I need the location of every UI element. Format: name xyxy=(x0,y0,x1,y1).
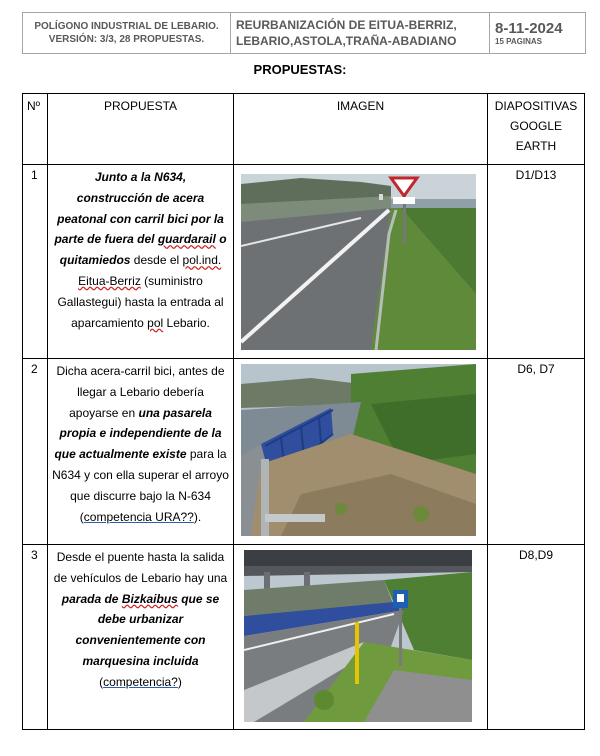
image-cell xyxy=(234,165,488,359)
proposal-underlined: pol.ind. xyxy=(182,253,222,268)
header-left-line1: POLÍGONO INDUSTRIAL DE LEBARIO. xyxy=(34,21,219,32)
road-photo-illustration xyxy=(241,174,476,350)
header-center-line1: REURBANIZACIÓN DE EITUA-BERRIZ, xyxy=(236,18,457,32)
header-left-line2: VERSIÓN: 3/3, 28 PROPUESTAS. xyxy=(48,34,205,45)
table-row xyxy=(23,545,585,730)
slides-ref: D8,D9 xyxy=(488,545,585,730)
proposal-text xyxy=(48,359,234,545)
document-header xyxy=(22,12,586,54)
proposal-plain: desde el xyxy=(133,253,180,268)
proposal-plain: Lebario. xyxy=(166,315,210,330)
slides-ref: D6, D7 xyxy=(488,359,585,545)
proposal-bold: o quitamiedos xyxy=(59,232,227,268)
table-header-row xyxy=(23,94,585,165)
col-header-num: Nº xyxy=(23,94,48,165)
bus-stop-photo-illustration xyxy=(244,550,472,722)
proposal-plain: Desde el puente hasta la salida de vehículos de Lebario hay una xyxy=(53,550,228,585)
proposal-underlined: Bizkaibus xyxy=(121,591,178,606)
row-number: 2 xyxy=(23,359,48,545)
proposal-text xyxy=(48,545,234,730)
proposal-plain: Dicha acera-carril bici, antes de llegar a Lebario debería apoyarse en xyxy=(56,364,225,420)
col-header-proposal: PROPUESTA xyxy=(48,94,234,165)
proposal-bold: una pasarela propia e independiente de la que actualmente existe xyxy=(54,405,222,462)
bridge-photo xyxy=(241,364,476,536)
proposal-underlined: competencia URA?? xyxy=(83,509,194,524)
table-row xyxy=(23,359,585,545)
col-header-slides-line3: EARTH xyxy=(515,139,557,153)
proposal-underlined: guardarail xyxy=(157,232,216,247)
proposal-plain: para la N634 y con ella superar el arroyo que discurre bajo la N-634 ( xyxy=(52,447,229,524)
col-header-image: IMAGEN xyxy=(234,94,488,165)
row-number: 3 xyxy=(23,545,48,730)
bridge-photo-illustration xyxy=(241,364,476,536)
slides-ref: D1/D13 xyxy=(488,165,585,359)
col-header-slides-line2: GOOGLE xyxy=(509,119,562,133)
row-number: 1 xyxy=(23,165,48,359)
proposal-plain: ( xyxy=(99,674,104,689)
proposal-bold: que se debe urbanizar convenientemente con marquesina incluida xyxy=(75,591,220,668)
road-photo xyxy=(241,174,476,350)
proposal-text xyxy=(48,165,234,359)
proposals-table xyxy=(22,93,585,730)
image-cell xyxy=(234,545,488,730)
proposal-bold: parada de xyxy=(61,591,119,606)
proposal-bold: construcción de acera peatonal con carril bici por la parte de fuera del xyxy=(54,190,224,247)
proposal-plain: ). xyxy=(193,509,202,524)
header-title xyxy=(231,13,490,53)
header-pages: 15 PAGINAS xyxy=(495,36,542,46)
bus-stop-photo xyxy=(244,550,472,722)
header-date-block xyxy=(490,13,585,53)
col-header-slides-line1: DIAPOSITIVAS xyxy=(494,99,578,113)
proposal-underlined: Eitua-Berriz xyxy=(78,273,141,288)
col-header-slides xyxy=(488,94,585,165)
header-project-info xyxy=(23,13,231,53)
header-center-line2: LEBARIO,ASTOLA,TRAÑA-ABADIANO xyxy=(236,34,457,48)
proposal-underlined: competencia? xyxy=(103,674,178,689)
image-cell xyxy=(234,359,488,545)
table-row xyxy=(23,165,585,359)
proposal-plain: ) xyxy=(177,674,182,689)
proposal-underlined: pol xyxy=(147,315,164,330)
proposal-bold: Junto a la N634, xyxy=(94,170,187,184)
header-date: 8-11-2024 xyxy=(495,19,563,37)
proposal-plain: (suministro Gallastegui) hasta la entrada al aparcamiento xyxy=(57,273,224,330)
section-title: PROPUESTAS: xyxy=(253,62,347,77)
